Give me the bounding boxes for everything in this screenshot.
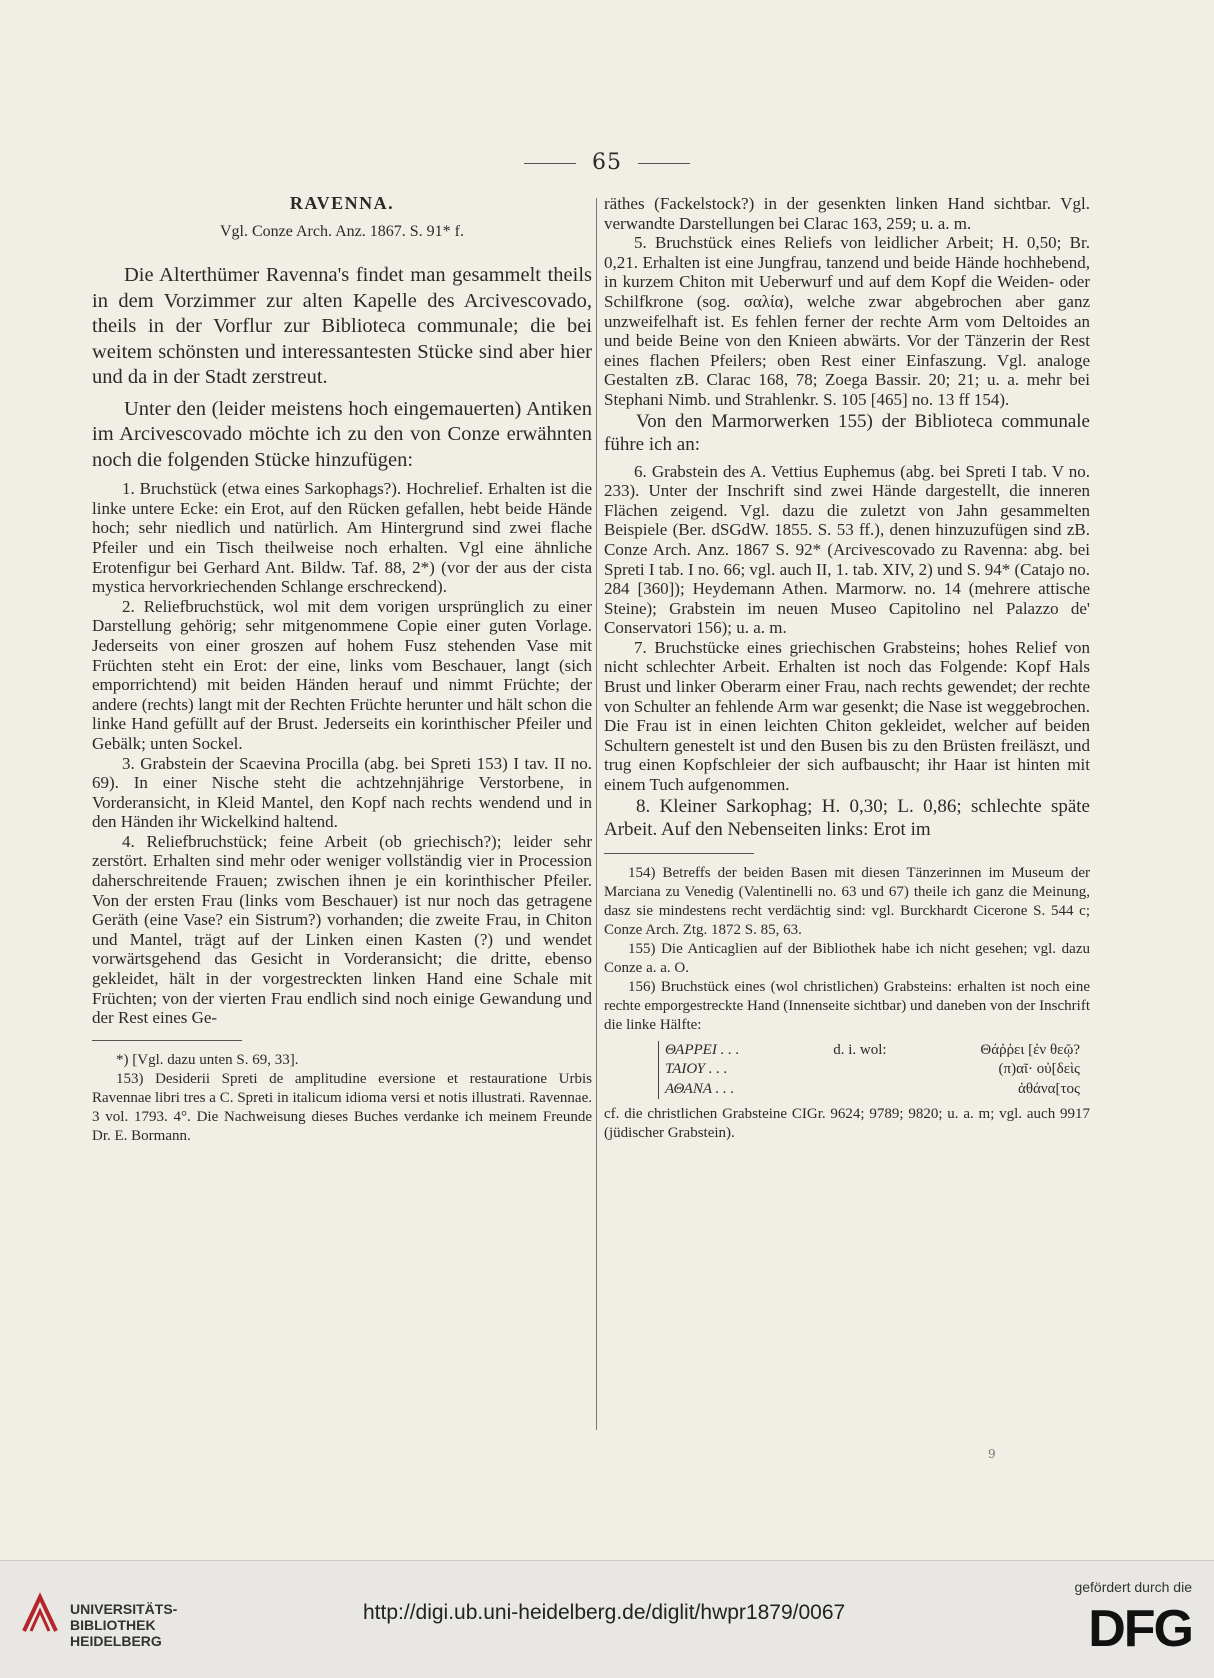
footnote: 155) Die Anticaglien auf der Bibliothek habe ich nicht gesehen; vgl. dazu Conze a. a. O. xyxy=(604,940,1090,976)
funding-note: gefördert durch die xyxy=(1074,1579,1192,1595)
permalink-url[interactable]: http://digi.ub.uni-heidelberg.de/diglit/hwpr1879/0067 xyxy=(363,1601,846,1624)
paragraph: Unter den (leider meistens hoch eingemauerten) Antiken im Arcivescovado möchte ich zu den von Conze erwähnten noch die folgenden Stücke hinzufügen: xyxy=(92,397,592,471)
library-logo-icon xyxy=(18,1591,62,1635)
inscription-line: ΑΘΑΝΑ . . . ἀθάνα[τος xyxy=(604,1080,1090,1100)
viewer-footer xyxy=(0,1560,1214,1678)
paragraph: 2. Reliefbruchstück, wol mit dem vorigen ursprünglich zu einer Darstellung gehörig; sehr mitgenommene Copie einer guten Vorlage. Jederseits von einer groszen auf hohem Fusz stehenden Vase mit Früchten steht ein Erot: der eine, links vom Beschauer, langt (sich emporrichtend) mit beiden Händen herauf und nimmt Früchte; der andere (rechts) langt mit der Rechten Früchte herunter und hält schon die linke Hand gefüllt auf der Brust. Jederseits ein korinthischer Pfeiler und Gebälk; unten Sockel. xyxy=(92,596,592,753)
library-name: UNIVERSITÄTS- BIBLIOTHEK HEIDELBERG xyxy=(70,1601,178,1649)
signature-mark: 9 xyxy=(988,1447,996,1461)
paragraph: räthes (Fackelstock?) in der gesenkten linken Hand sichtbar. Vgl. verwandte Darstellungen bei Clarac 163, 259; u. a. m. xyxy=(604,194,1090,233)
section-subheading: Vgl. Conze Arch. Anz. 1867. S. 91* f. xyxy=(220,222,464,240)
footnote: 154) Betreffs der beiden Basen mit diesen Tänzerinnen im Museum der Marciana zu Venedig (Valentinelli no. 63 und 67) theile ich ganz die Meinung, dasz sie mindestens recht verdächtig sind: vgl. Burckhardt Cicerone S. 544 c; Conze Arch. Ztg. 1872 S. 85, 63. xyxy=(604,864,1090,938)
dfg-logo: DFG xyxy=(1088,1600,1192,1658)
inscription-line: ΘΑΡΡΕΙ . . . d. i. wol: Θάῤῥει [ἐν θεῷ? xyxy=(604,1041,1090,1061)
paragraph: 6. Grabstein des A. Vettius Euphemus (abg. bei Spreti I tab. V no. 233). Unter der Inschrift sind zwei Hände dargestellt, die inneren Flächen zeigend. Vgl. dazu die zuletzt von Jahn gesammelten Beispiele (Ber. dSGdW. 1855. S. 53 ff.), denen hinzuzufügen sind zB. Conze Arch. Anz. 1867 S. 92* (Arcivescovado zu Ravenna: abg. bei Spreti I tab. I no. 66; vgl. auch II, 1. tab. XIV, 2) und S. 94* (Catajo no. 284 [360]); Heydemann Athen. Marmorw. no. 14 (mehrere attische Steine); Grabstein im neuen Museo Capitolino nel Palazzo de' Conservatori 156); u. a. m. xyxy=(604,461,1091,638)
paragraph: 5. Bruchstück eines Reliefs von leidlicher Arbeit; H. 0,50; Br. 0,21. Erhalten ist eine Jungfrau, tanzend und beide Hände hochhebend, in kurzem Chiton mit Ueberwurf und auf dem Kopf die Weiden- oder Schilfkrone (sog. σαλία), welche zwar abgebrochen aber ganz unzweifelhaft ist. Es fehlen ferner der rechte Arm vom Deltoides an und beide Beine von den Knieen abwärts. Vor der Tänzerin der Rest eines flachen Pfeilers; oben Rest einer Einfaszung. Vgl. analoge Gestalten zB. Clarac 168, 78; Zoega Bassir. 20; 21; u. a. mehr bei Stephani Nimb. und Strahlenkr. S. 105 [465] no. 13 ff 154). xyxy=(604,233,1090,409)
footnote: 156) Bruchstück eines (wol christlichen) Grabsteins: erhalten ist noch eine rechte emporgestreckte Hand (Innenseite sichtbar) und daneben von der Inschrift die linke Hälfte: xyxy=(604,978,1090,1033)
footnote: *) [Vgl. dazu unten S. 69, 33]. xyxy=(116,1051,299,1068)
footnote-closing: cf. die christlichen Grabsteine CIGr. 9624; 9789; 9820; u. a. m; vgl. auch 9917 (jüdischer Grabstein). xyxy=(604,1106,1090,1142)
paragraph: 7. Bruchstücke eines griechischen Grabsteins; hohes Relief von nicht schlechter Arbeit. Erhalten ist noch das Folgende: Kopf Hals Brust und linker Oberarm einer Frau, nach rechts gewendet; der rechte von Schulter an fehlende Arm war gesenkt; die Nase ist weggebrochen. Die Frau ist in einen leichten Chiton gekleidet, welcher auf beiden Schultern genestelt ist und den Busen bis zu den Brüsten freiläszt, und trug einen Kopfschleier der sich aufbauscht; ihr Haar ist hinten mit einem Tuch aufgenommen. xyxy=(604,637,1090,795)
footnote-rule xyxy=(604,853,754,854)
section-heading: RAVENNA. xyxy=(289,193,395,213)
left-column xyxy=(92,194,592,1146)
footnote: 153) Desiderii Spreti de amplitudine eversione et restauratione Urbis Ravennae libri tres a C. Spreti in italicum idioma versi et notis illustrati. Ravennae. 3 vol. 1793. 4°. Die Nachweisung dieses Buches verdanke ich meinem Freunde Dr. E. Bormann. xyxy=(92,1070,592,1144)
paragraph: Von den Marmorwerken 155) der Biblioteca communale führe ich an: xyxy=(604,410,1090,455)
paragraph: 3. Grabstein der Scaevina Procilla (abg. bei Spreti 153) I tav. II no. 69). In einer Nische steht die achtzehnjährige Verstorbene, in Vorderansicht, in Kleid Mantel, den Kopf nach rechts wendend und in den Händen ihr Wickelkind haltend. xyxy=(92,753,592,832)
paragraph: Die Alterthümer Ravenna's findet man gesammelt theils in dem Vorzimmer zur alten Kapelle des Arcivescovado, theils in der Vorflur zur Biblioteca communale; die bei weitem schönsten und interessantesten Stücke sind aber hier und da in der Stadt zerstreut. xyxy=(92,264,592,389)
paragraph: 1. Bruchstück (etwa eines Sarkophags?). Hochrelief. Erhalten ist die linke untere Ecke: ein Erot, auf den Rücken gefallen, hebt beide Hände hoch; sehr niedlich und natürlich. Am Hintergrund sind zwei flache Pfeiler und ein Tisch theilweise noch erhalten. Vgl eine ähnliche Erotenfigur bei Gerhard Ant. Bildw. Taf. 88, 2*) (vor der aus der cista mystica hervorkriechenden Schlange erschreckend). xyxy=(92,479,592,597)
page-number: 65 xyxy=(0,150,1214,175)
paragraph: 8. Kleiner Sarkophag; H. 0,30; L. 0,86; schlechte späte Arbeit. Auf den Nebenseiten links: Erot im xyxy=(604,795,1090,840)
paragraph: 4. Reliefbruchstück; feine Arbeit (ob griechisch?); leider sehr zerstört. Erhalten sind mehr oder weniger vollständig vier in Procession daherschreitende Frauen; zwischen ihnen je ein korinthischer Pfeiler. Von der ersten Frau (links vom Beschauer) ist nur noch das getragene Geräth (eine Vase? ein Sistrum?) vorhanden; die zweite Frau, in Chiton und Mantel, trägt auf der Linken einen Kasten (?) und wendet vorwärtsgehend das Gesicht in Vorderansicht; die dritte, ebenso gekleidet, hält in der vorgestreckten linken Hand eine Schale mit Früchten; von der vierten Frau endlich sind noch einige Gewandung und der Rest eines Ge- xyxy=(92,831,592,1028)
inscription-line: ΤΑΙΟΥ . . . (π)αῖ· οὐ[δεὶς xyxy=(604,1060,1090,1080)
footnote-rule xyxy=(92,1040,242,1041)
right-column xyxy=(604,194,1090,1143)
column-divider xyxy=(596,198,597,1430)
inscription-block xyxy=(604,1041,1090,1100)
